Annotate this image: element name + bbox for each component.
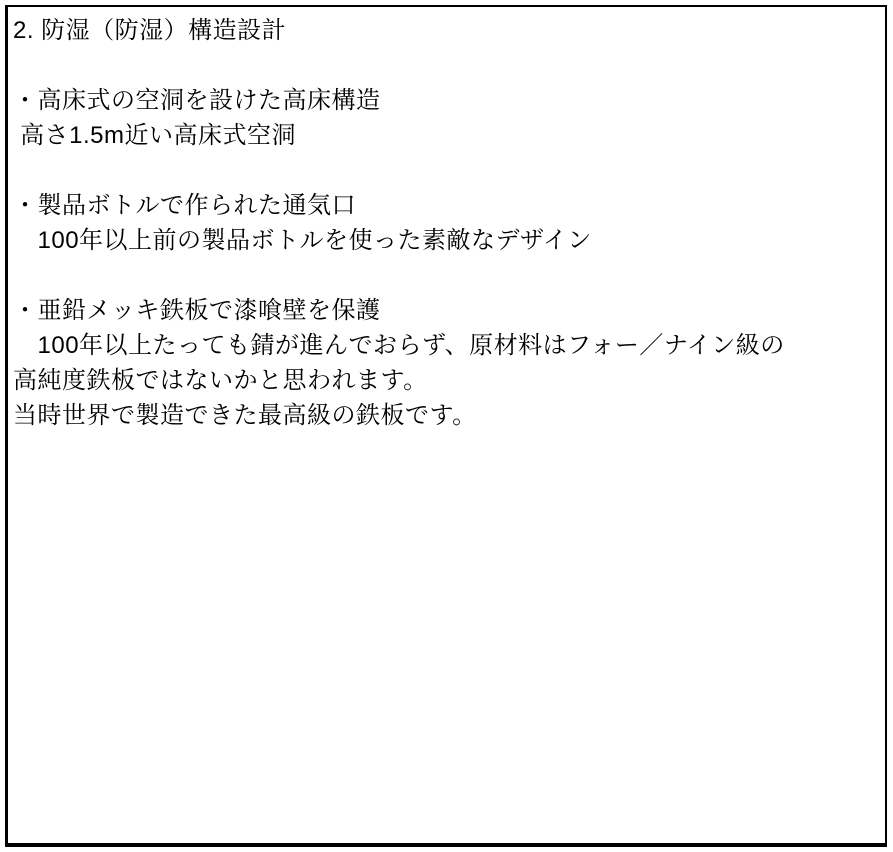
document-title: 2. 防湿（防湿）構造設計 <box>13 17 287 44</box>
blank-line <box>13 48 877 83</box>
section-zinc-plate-heading: ・亜鉛メッキ鉄板で漆喰壁を保護 <box>13 297 381 324</box>
document-frame <box>5 5 887 847</box>
blank-line <box>13 153 877 188</box>
section-raised-floor-heading: ・高床式の空洞を設けた高床構造 <box>13 87 381 114</box>
section-zinc-plate-detail-3: 当時世界で製造できた最高級の鉄板です。 <box>13 402 477 429</box>
blank-line <box>13 258 877 293</box>
section-bottle-vent-heading: ・製品ボトルで作られた通気口 <box>13 192 356 219</box>
section-zinc-plate-detail-2: 高純度鉄板ではないかと思われます。 <box>13 367 428 394</box>
section-bottle-vent-detail: 100年以上前の製品ボトルを使った素敵なデザイン <box>13 227 592 254</box>
section-raised-floor-detail: 高さ1.5m近い高床式空洞 <box>13 122 297 149</box>
section-zinc-plate-detail-1: 100年以上たっても錆が進んでおらず、原材料はフォー／ナイン級の <box>13 332 785 359</box>
